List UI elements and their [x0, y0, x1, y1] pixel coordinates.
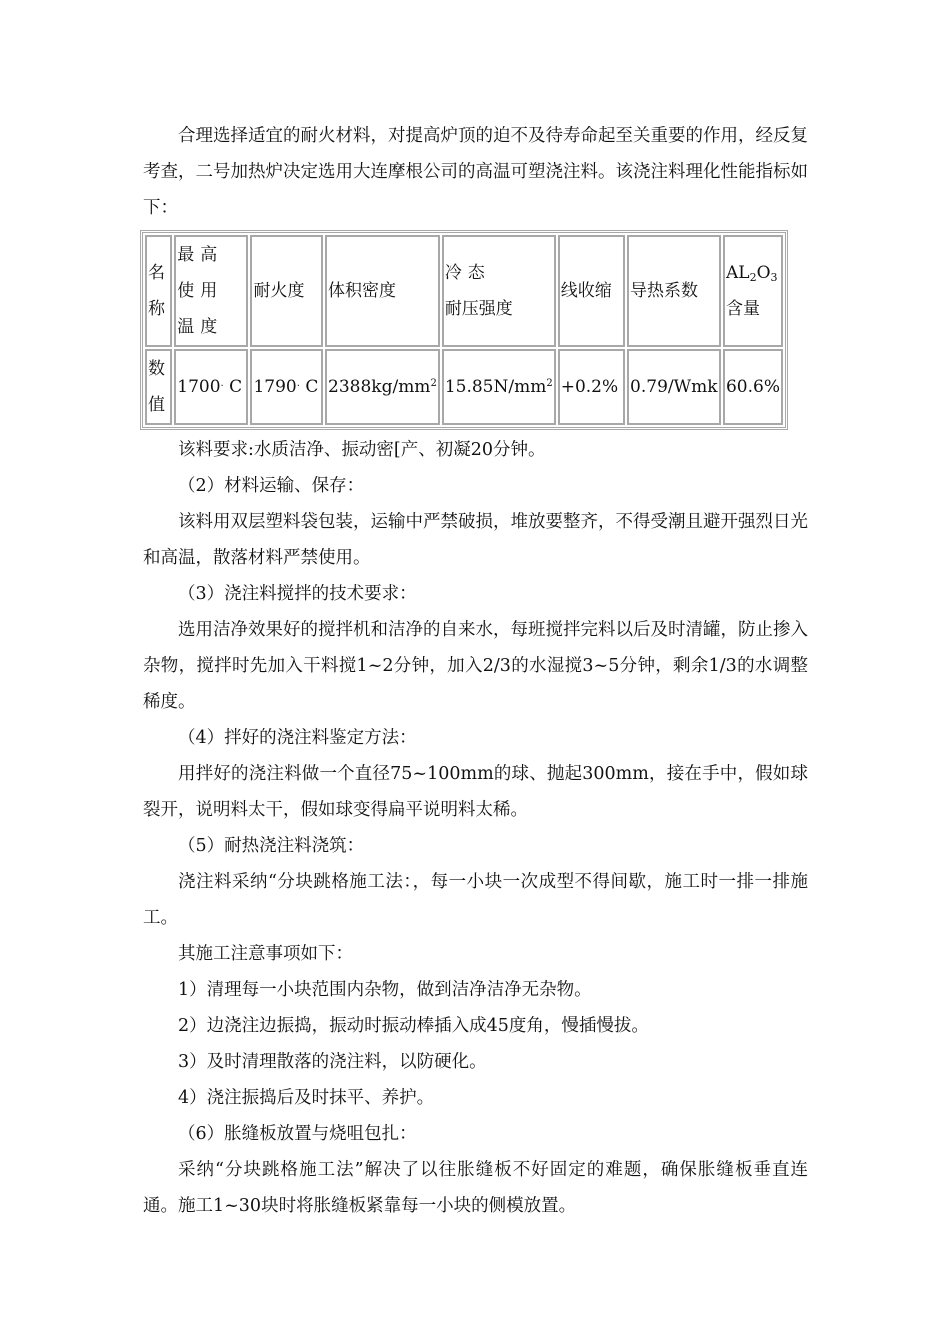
paragraph-casting-method: 浇注料采纳“分块跳格施工法：，每一小块一次成型不得间歇，施工时一排一排施工。 [143, 872, 808, 928]
header-cell-linear-shrinkage: 线收缩 [558, 235, 625, 347]
list-item: 2）边浇注边振捣，振动时振动棒插入成45度角，慢插慢拔。 [178, 1016, 649, 1036]
value-cell-max-temp: 1700. C [174, 349, 248, 425]
table-header-row [145, 235, 783, 347]
header-cell-refractoriness: 耐火度 [250, 235, 323, 347]
heading-expansion-joint: （6）胀缝板放置与烧咀包扎： [178, 1124, 417, 1144]
paragraph-material-requirements: 该料要求:水质洁净、振动密[产、初凝20分钟。 [178, 440, 546, 460]
value-cell-bulk-density: $2388kg/mm^2$ [325, 349, 440, 425]
heading-precautions: 其施工注意事项如下： [178, 944, 353, 964]
value-cell-refractoriness: 1790. C [250, 349, 323, 425]
header-cell-cold-strength: 冷态 耐压强度 [442, 235, 556, 347]
value-cell-cold-strength: $15.85N/mm^2$ [442, 349, 556, 425]
document-page [143, 118, 808, 1224]
paragraph-ball-test: 用拌好的浇注料做一个直径75~100mm的球、抛起300mm，接在手中，假如球裂开，说明料太干，假如球变得扁平说明料太稀。 [143, 764, 808, 820]
header-cell-max-temp: 最高使用温度 [174, 235, 248, 347]
list-item: 4）浇注振捣后及时抹平、养护。 [178, 1088, 435, 1108]
value-cell-linear-shrinkage: +0.2% [558, 349, 625, 425]
intro-paragraph: 合理选择适宜的耐火材料，对提高炉顶的迫不及待寿命起至关重要的作用，经反复考查，二号加热炉决定选用大连摩根公司的高温可塑浇注料。该浇注料理化性能指标如下： [143, 126, 808, 218]
properties-table [143, 233, 785, 427]
paragraph-expansion-joint: 采纳“分块跳格施工法”解决了以往胀缝板不好固定的难题，确保胀缝板垂直连通。施工1~30块时将胀缝板紧靠每一小块的侧模放置。 [143, 1160, 808, 1216]
value-cell-alumina-content: 60.6% [723, 349, 783, 425]
list-item: 1）清理每一小块范围内杂物，做到洁净洁净无杂物。 [178, 980, 592, 1000]
table-value-row [145, 349, 783, 425]
heading-identification-method: （4）拌好的浇注料鉴定方法： [178, 728, 417, 748]
list-item: 3）及时清理散落的浇注料，以防硬化。 [178, 1052, 487, 1072]
heading-mixing-requirements: （3）浇注料搅拌的技术要求： [178, 584, 417, 604]
heading-transport-storage: （2）材料运输、保存： [178, 476, 365, 496]
header-cell-bulk-density: 体积密度 [325, 235, 440, 347]
header-cell-name: 名称 [145, 235, 172, 347]
value-cell-thermal-conductivity: 0.79/Wmk [627, 349, 721, 425]
properties-table-frame [140, 230, 788, 430]
header-cell-thermal-conductivity: 导热系数 [627, 235, 721, 347]
value-cell-label: 数值 [145, 349, 172, 425]
paragraph-packaging: 该料用双层塑料袋包装，运输中严禁破损，堆放要整齐，不得受潮且避开强烈日光和高温，散落材料严禁使用。 [143, 512, 808, 568]
paragraph-mixing: 选用洁净效果好的搅拌机和洁净的自来水，每班搅拌完料以后及时清罐，防止掺入杂物，搅拌时先加入干料搅1~2分钟，加入2/3的水湿搅3~5分钟，剩余1/3的水调整稀度。 [143, 620, 808, 712]
heading-casting: （5）耐热浇注料浇筑： [178, 836, 365, 856]
header-cell-alumina-content: $AL_2O_3$ 含量 [723, 235, 783, 347]
